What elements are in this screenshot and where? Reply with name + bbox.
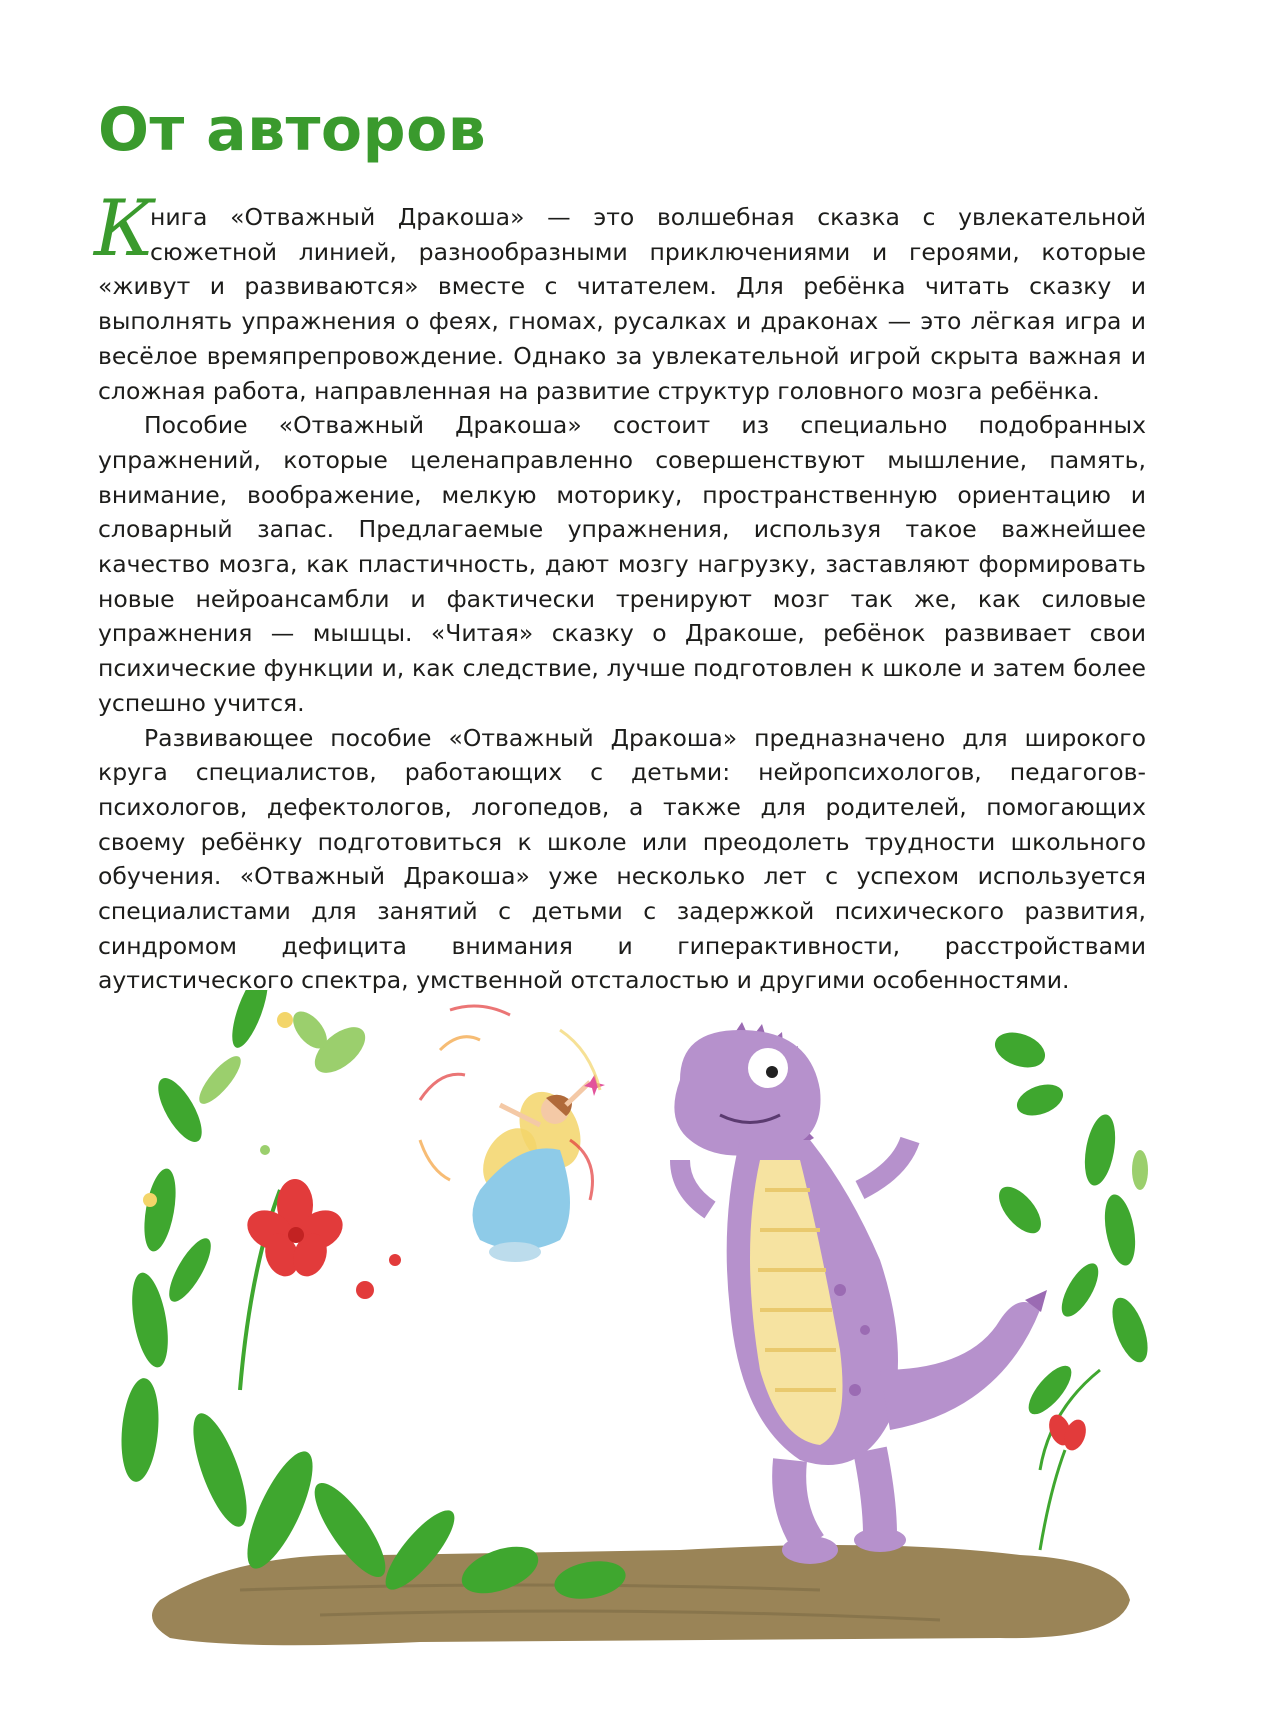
paragraph-2: Пособие «Отважный Дракоша» состоит из специально подобранных упражнений, которые целенаправленно совершенствуют мышление, память, внимание, воображение, мелкую моторику, пространственную ориентацию и словарный запас. Предлагаемые упражнения, используя такое важнейшее качество мозга, как пластичность, дают мозгу нагрузку, заставляют формировать новые нейроансамбли и фактически тренируют мозг так же, как силовые упражнения — мышцы. «Читая» сказку о Дракоше, ребёнок развивает свои психические функции и, как следствие, лучше подготовлен к школе и затем более успешно учится. [98,411,1146,717]
paragraph-1 [94,184,1146,408]
right-leaves [990,1026,1155,1421]
paragraph-1-text: нига «Отважный Дракоша» — это волшебная сказка с увлекательной сюжетной линией, разнообразными приключениями и героями, которые «живут и развиваются» вместе с читателем. Для ребёнка читать сказку и выполнять упражнения о феях, гномах, русалках и драконах — это лёгкая игра и весёлое времяпрепровождение. Однако за увлекательной игрой скрыта важная и сложная работа, направленная на развитие структур головного мозга ребёнка. [98,203,1146,405]
ground-log [152,1545,1130,1645]
left-leaves [120,990,629,1604]
page-title: От авторов [98,95,487,165]
drop-cap: К [94,184,155,274]
small-red-flower [1045,1412,1090,1454]
dragon [674,1022,1047,1564]
dragon-fairy-illustration [120,990,1160,1670]
article-body [94,184,1146,998]
fairy [472,1074,605,1262]
paragraph-3: Развивающее пособие «Отважный Дракоша» предназначено для широкого круга специалистов, работающих с детьми: нейропсихологов, педагогов-психологов, дефектологов, логопедов, а также для родителей, помогающих своему ребёнку подготовиться к школе или преодолеть трудности школьного обучения. «Отважный Дракоша» уже несколько лет с успехом используется специалистами для занятий с детьми с задержкой психического развития, синдромом дефицита внимания и гиперактивности, расстройствами аутистического спектра, умственной отсталостью и другими особенностями. [98,723,1146,995]
